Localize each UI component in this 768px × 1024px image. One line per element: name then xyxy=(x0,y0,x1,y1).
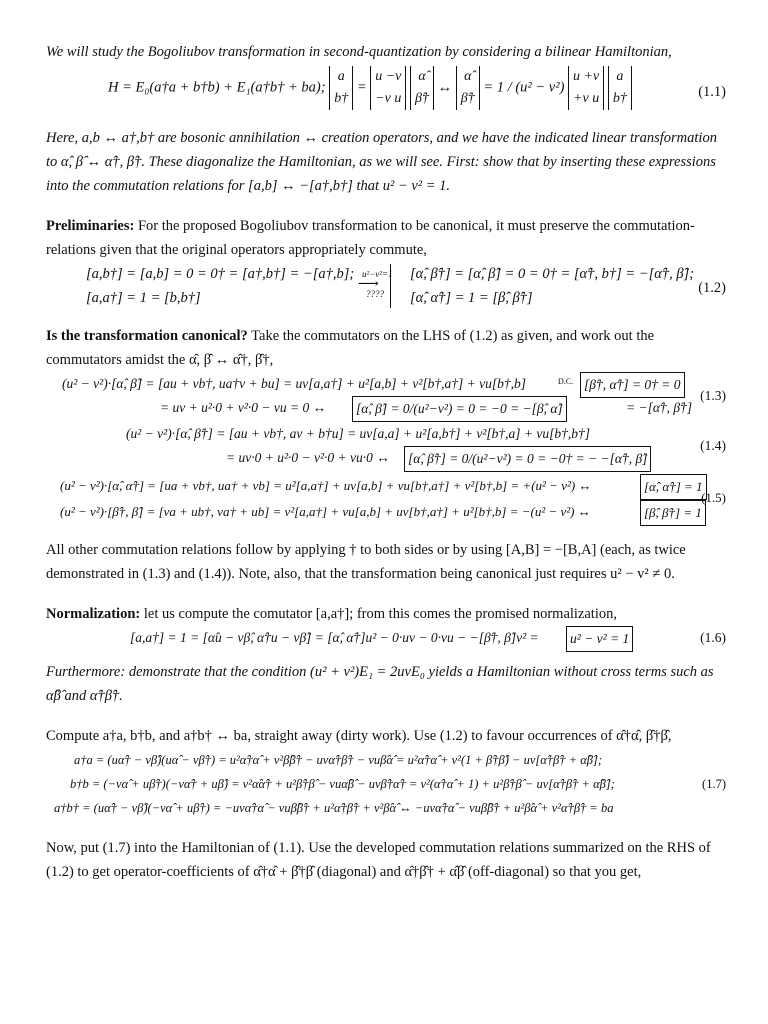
now-paragraph: Now, put (1.7) into the Hamiltonian of (1.1). Use the developed commutation relations summarized on the RHS of (1.2) to get operator-coefficients of α̂†α̂ + β̂†β̂ (diagonal) and α̂†β̂† + α̂β̂ (off-diagonal) so that you get, xyxy=(46,840,711,880)
equation-1-3-line1: (u² − v²)·[α̂, β̂] = [au + vb†, ua†v + bu] = uv[a,a†] + u²[a,b] + v²[b†,a†] + vu[b†,b] D.C. [β̂†, α̂†] = 0† = 0 xyxy=(46,372,726,396)
equation-number: (1.7) xyxy=(702,777,726,791)
equation-1-7-line2: b†b = (−vα̂ + uβ̂†)(−vα̂† + uβ̂) = v²α̂α̂† + u²β̂†β̂ − vuα̂β̂ − uvβ̂†α̂† = v²(α̂†α̂ + 1) + u²β̂†β̂ − uv[α̂†β̂† + α̂β̂]; (1.7) xyxy=(46,772,726,796)
equation-1-2 xyxy=(46,262,726,314)
equation-number: (1.3) xyxy=(700,388,726,403)
eq12-arrow: ⟶ xyxy=(358,276,379,292)
matrix-alpha-beta-2: α̂ β̂† xyxy=(456,66,480,110)
equation-1-5-line1: (u² − v²)·[α̂, α̂†] = [ua + vb†, ua† + vb] = u²[a,a†] + uv[a,b] + vu[b†,a†] + v²[b†,b] = +(u² − v²) ↔ [α̂, α̂†] = 1 xyxy=(46,474,726,500)
canonical-paragraph xyxy=(46,324,726,372)
equation-1-4-line1: (u² − v²)·[α̂, β̂†] = [au + vb†, av + b†u] = uv[a,a] + u²[a,b†] + v²[b†,a] + vu[b†,b†] xyxy=(126,426,590,441)
preliminaries-paragraph xyxy=(46,214,726,262)
eq12-arrow-label: u²−v²=1 xyxy=(362,269,393,279)
equation-number: (1.6) xyxy=(700,630,726,645)
equation-1-7-line3: a†b† = (uα̂† − vβ̂)(−vα̂ + uβ̂†) = −uvα̂†α̂ − vuβ̂β̂† + u²α̂†β̂† + v²β̂α̂ ↔ −uvα̂†α̂ − vuβ̂β̂† + u²β̂α̂ + v²α̂†β̂† = ba xyxy=(54,801,614,815)
eq12-left-1: [a,b†] = [a,b] = 0 = 0† = [a†,b†] = −[a†,b]; xyxy=(86,266,355,282)
equation-1-3-line2: = uv + u²·0 + v²·0 − vu = 0 ↔ [α̂, β̂] = 0/(u²−v²) = 0 = −0 = −[β̂, α̂] = −[α̂†, β̂†] (1.3) xyxy=(46,396,726,422)
eq12-arrow-question: ???? xyxy=(366,289,384,299)
normalization-heading: Normalization: xyxy=(46,606,141,622)
inverse-fraction: 1 / (u² − v²) xyxy=(496,79,565,96)
equation-number: (1.1) xyxy=(698,84,726,100)
furthermore-paragraph: Furthermore: demonstrate that the condition (u² + v²)E₁ = 2uvE₀ yields a Hamiltonian without cross terms such as α̂β̂ and α̂†β̂†. xyxy=(46,664,714,704)
equivalence-arrow: ↔ xyxy=(437,79,453,96)
document-page xyxy=(46,40,726,884)
normalization-text: let us compute the comutator [a,a†]; from this comes the promised normalization, xyxy=(143,606,617,622)
intro-paragraph: We will study the Bogoliubov transformation in second-quantization by considering a bilinear Hamiltonian, xyxy=(46,44,672,60)
equation-number: (1.5) xyxy=(701,490,726,505)
eq12-left-2: [a,a†] = 1 = [b,b†] xyxy=(86,290,201,306)
equation-1-5-line2: (u² − v²)·[β̂†, β̂] = [va + ub†, va† + ub] = v²[a,a†] + vu[a,b] + uv[b†,a†] + u²[b†,b] = −(u² − v²) ↔ [β̂, β̂†] = 1 (1.5) xyxy=(46,500,726,528)
matrix-alpha-beta: α̂ β̂† xyxy=(410,66,434,110)
equation-1-4-line2: = uv·0 + u²·0 − v²·0 + vu·0 ↔ [α̂, β̂†] = 0/(u²−v²) = 0 = −0† = − −[α̂†, β̂] (1.4) xyxy=(46,446,726,474)
hamiltonian-lhs: H = E₀(a†a + b†b) + E₁(a†b† + ba); xyxy=(108,79,326,96)
equation-number: (1.4) xyxy=(700,438,726,453)
preliminaries-text: For the proposed Bogoliubov transformation to be canonical, it must preserve the commutation-relations given that the original operators appropriately commute, xyxy=(46,218,695,258)
here-paragraph: Here, a,b ↔ a†,b† are bosonic annihilation ↔ creation operators, and we have the indicated linear transformation to α̂, β̂ ↔ α̂†, β̂†. These diagonalize the Hamiltonian, as we will see. First: show that by inserting these expressions into the commutation relations for [a,b] ↔ −[a†,b†] that u² − v² = 1. xyxy=(46,130,717,194)
matrix-ab: a b† xyxy=(329,66,353,110)
normalization-paragraph xyxy=(46,602,726,626)
matrix-uv-inverse: u +v +v u xyxy=(568,66,604,110)
equation-1-6: [a,a†] = 1 = [α̂u − vβ̂, α̂†u − vβ̂] = [α̂, α̂†]u² − 0·uv − 0·vu − −[β̂†, β̂]v² = u² − v² = 1 (1.6) xyxy=(46,626,726,650)
equation-number: (1.2) xyxy=(698,280,726,296)
other-relations-paragraph: All other commutation relations follow by applying † to both sides or by using [A,B] = −[B,A] (each, as twice demonstrated in (1.3) and (1.4)). Note, also, that the transformation being canonical just requires u² − v² ≠ 0. xyxy=(46,542,686,582)
compute-paragraph: Compute a†a, b†b, and a†b† ↔ ba, straight away (dirty work). Use (1.2) to favour occurrences of α̂†α̂, β̂†β̂, xyxy=(46,728,672,744)
equation-1-7-line1: a†a = (uα̂† − vβ̂)(uα̂ − vβ̂†) = u²α̂†α̂ + v²β̂β̂† − uvα̂†β̂† − vuβ̂α̂ = u²α̂†α̂ + v²(1 + β̂†β̂) − uv[α̂†β̂† + α̂β̂]; xyxy=(74,753,603,767)
eq12-right-2: [α̂, α̂†] = 1 = [β̂, β̂†] xyxy=(410,290,533,306)
equation-1-1: H = E₀(a†a + b†b) + E₁(a†b† + ba); a b† = u −v −v u α̂ β̂† ↔ α̂ β̂† = 1 / (u² − v²) u +v +v u a b† (1.1) xyxy=(46,64,726,116)
canonical-heading: Is the transformation canonical? xyxy=(46,328,248,344)
canonical-text: Take the commutators on the LHS of (1.2) as given, and work out the commutators amidst the α̂, β̂ ↔ α̂†, β̂†, xyxy=(46,328,655,368)
matrix-ab-2: a b† xyxy=(608,66,632,110)
matrix-uv: u −v −v u xyxy=(370,66,406,110)
preliminaries-heading: Preliminaries: xyxy=(46,218,135,234)
eq12-right-1: [α̂, β̂†] = [α̂, β̂] = 0 = 0† = [α̂†, b†] = −[α̂†, β̂]; xyxy=(410,266,695,282)
